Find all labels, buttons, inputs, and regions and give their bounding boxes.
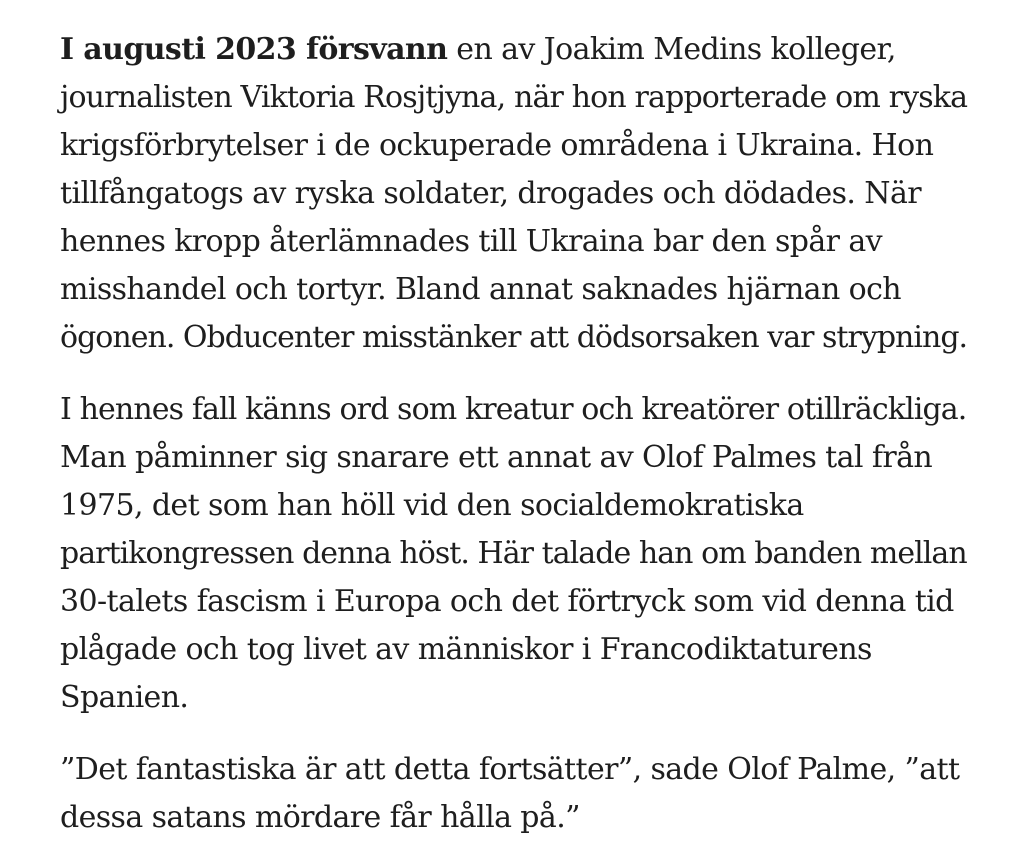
paragraph-2-line-3: 1975, det som han höll vid den socialdemokratiska xyxy=(60,488,804,523)
paragraph-2-line-2: Man påminner sig snarare ett annat av Olof Palmes tal från xyxy=(60,440,933,475)
paragraph-1-line-1 xyxy=(60,26,970,74)
paragraph-1-line-6: misshandel och tortyr. Bland annat saknades hjärnan och xyxy=(60,272,901,307)
paragraph-3-line-1: ”Det fantastiska är att detta fortsätter”, sade Olof Palme, ”att xyxy=(60,752,960,787)
paragraph-2-line-4: partikongressen denna höst. Här talade han om banden mellan xyxy=(60,536,967,571)
paragraph-2 xyxy=(60,386,970,722)
paragraph-3-line-2: dessa satans mördare får hålla på.” xyxy=(60,800,580,835)
paragraph-1-line-7: ögonen. Obducenter misstänker att dödsorsaken var strypning. xyxy=(60,320,968,355)
paragraph-2-line-1: I hennes fall känns ord som kreatur och kreatörer otillräckliga. xyxy=(60,392,967,427)
paragraph-lead: I augusti 2023 försvann xyxy=(60,32,448,67)
paragraph-2-line-6: plågade och tog livet av människor i Francodiktaturens xyxy=(60,632,872,667)
paragraph-1-line-5: hennes kropp återlämnades till Ukraina bar den spår av xyxy=(60,224,882,259)
paragraph-2-line-7: Spanien. xyxy=(60,680,189,715)
paragraph-2-line-5: 30-talets fascism i Europa och det förtryck som vid denna tid xyxy=(60,584,954,619)
paragraph-1-line-2: journalisten Viktoria Rosjtjyna, när hon rapporterade om ryska xyxy=(60,80,968,115)
paragraph-1-line-4: tillfångatogs av ryska soldater, drogades och dödades. När xyxy=(60,176,921,211)
paragraph-1 xyxy=(60,26,970,362)
paragraph-3 xyxy=(60,746,970,842)
paragraph-1-line-3: krigsförbrytelser i de ockuperade områdena i Ukraina. Hon xyxy=(60,128,934,163)
article-body xyxy=(60,26,970,842)
paragraph-1-line-1-rest: en av Joakim Medins kolleger, xyxy=(447,32,896,67)
